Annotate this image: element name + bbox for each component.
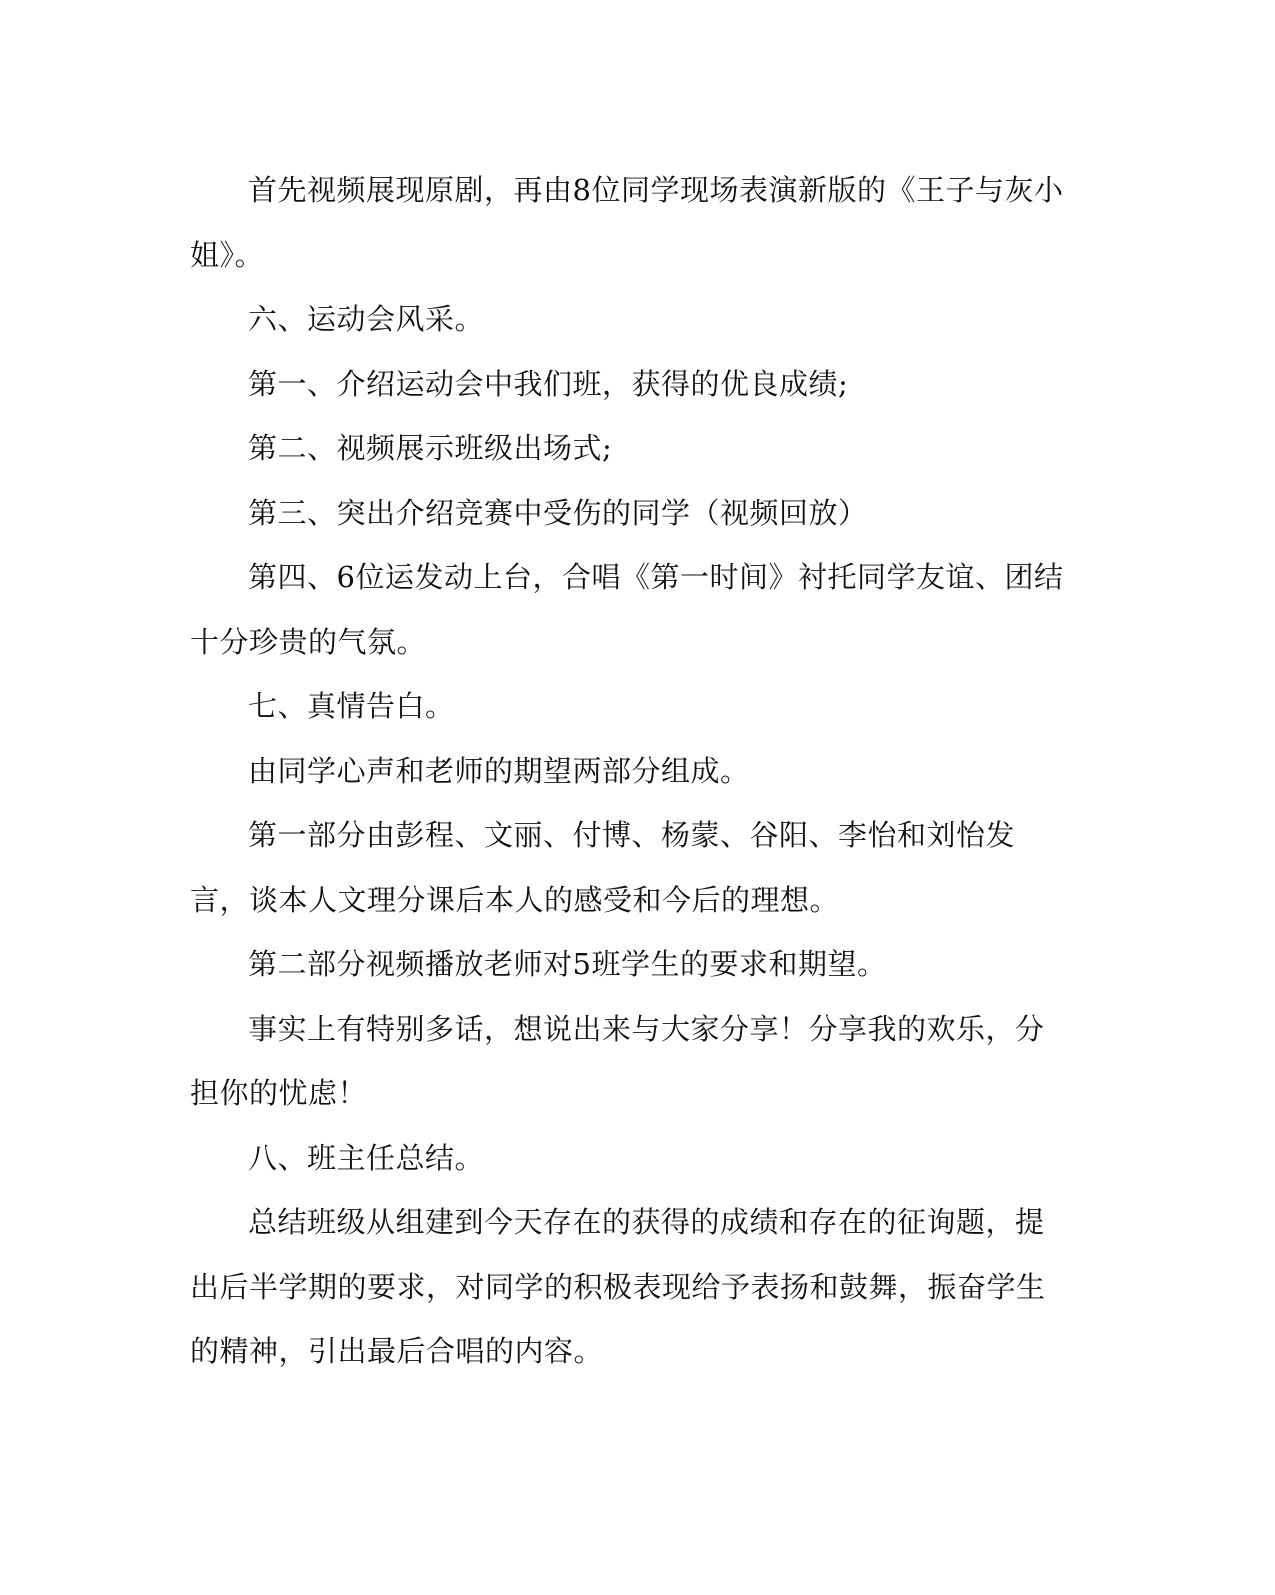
paragraph-confession-intro: 由同学心声和老师的期望两部分组成。 [248, 753, 750, 788]
heading-true-confession: 七、真情告白。 [248, 689, 455, 723]
heading-teacher-summary: 八、班主任总结。 [248, 1140, 485, 1175]
paragraph-share: 事实上有特别多话，想说出来与大家分享！分享我的欢乐，分担你的忧虑！ [190, 1011, 1045, 1110]
paragraph-confession-part-one: 第一部分由彭程、文丽、付博、杨蒙、谷阳、李怡和刘怡发言，谈本人文理分课后本人的感受和今后的理想。 [190, 818, 1016, 917]
paragraph-summary: 总结班级从组建到今天存在的获得的成绩和存在的征询题，提出后半学期的要求，对同学的积极表现给予表扬和鼓舞，振奋学生的精神，引出最后合唱的内容。 [190, 1205, 1046, 1368]
paragraph-sports-third: 第三、突出介绍竞赛中受伤的同学（视频回放） [248, 495, 868, 530]
paragraph-sports-fourth: 第四、6位运发动上台，合唱《第一时间》衬托同学友谊、团结十分珍贵的气氛。 [190, 560, 1064, 659]
paragraph-video-performance: 首先视频展现原剧，再由8位同学现场表演新版的《王子与灰小姐》。 [190, 173, 1064, 272]
paragraph-confession-part-two: 第二部分视频播放老师对5班学生的要求和期望。 [248, 947, 887, 981]
document-body [190, 158, 1070, 1384]
heading-sports-meeting: 六、运动会风采。 [248, 302, 485, 336]
paragraph-sports-first: 第一、介绍运动会中我们班，获得的优良成绩; [248, 366, 849, 401]
paragraph-sports-second: 第二、视频展示班级出场式; [248, 431, 613, 465]
